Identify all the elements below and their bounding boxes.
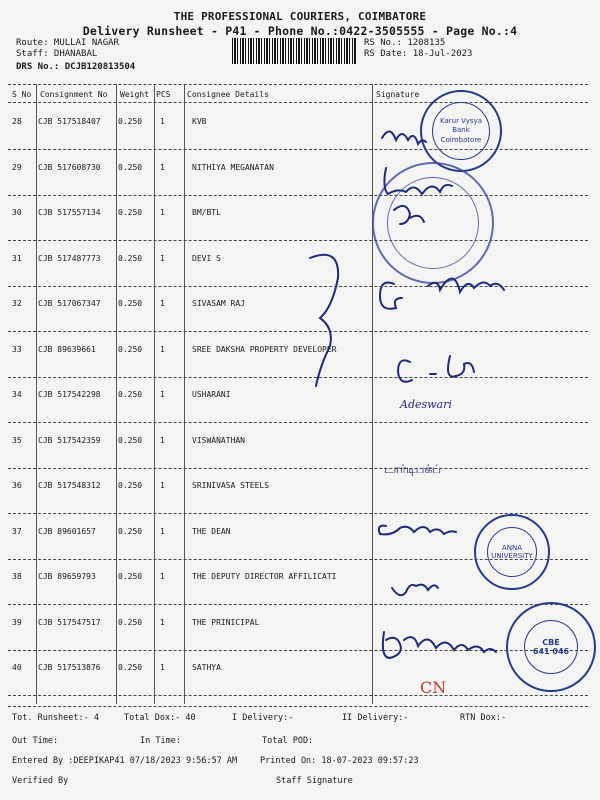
row-consignment-no: CJB 517548312 <box>38 481 101 490</box>
row-consignment-no: CJB 517518407 <box>38 117 101 126</box>
row-consignment-no: CJB 517067347 <box>38 299 101 308</box>
row-weight: 0.250 <box>118 436 143 445</box>
printed-on: Printed On: 18-07-2023 09:57:23 <box>260 756 419 766</box>
signature-row36 <box>379 526 456 535</box>
university-stamp-name: ANNA UNIVERSITY <box>491 544 533 560</box>
row-pcs: 1 <box>160 163 165 172</box>
company-title: THE PROFESSIONAL COURIERS, COIMBATORE <box>173 10 427 23</box>
tot-runsheet: Tot. Runsheet:- 4 <box>12 713 99 723</box>
rs-number: RS No.: 1208135 <box>364 38 446 48</box>
row-sno: 33 <box>12 345 22 354</box>
row-weight: 0.250 <box>118 208 143 217</box>
staff-signature-label: Staff Signature <box>276 776 353 786</box>
row-consignment-no: CJB 89659793 <box>38 572 96 581</box>
total-pod: Total POD: <box>262 736 314 746</box>
row-pcs: 1 <box>160 572 165 581</box>
row-weight: 0.250 <box>118 345 143 354</box>
rtn-dox: RTN Dox:- <box>460 713 507 723</box>
row-consignment-no: CJB 517542359 <box>38 436 101 445</box>
col-sno-header: S No <box>12 90 32 99</box>
row-consignee: DEVI S <box>192 254 221 263</box>
row-consignee: VISWANATHAN <box>192 436 245 445</box>
row-consignment-no: CJB 517542298 <box>38 390 101 399</box>
row-sno: 34 <box>12 390 22 399</box>
row-consignee: NITHIYA MEGANATAN <box>192 163 274 172</box>
barcode <box>232 38 356 64</box>
row-pcs: 1 <box>160 208 165 217</box>
row-pcs: 1 <box>160 254 165 263</box>
row-consignee: THE PRINICIPAL <box>192 618 260 627</box>
row-pcs: 1 <box>160 527 165 536</box>
row-pcs: 1 <box>160 390 165 399</box>
i-delivery: I Delivery:- <box>232 713 294 723</box>
runsheet-subtitle: Delivery Runsheet - P41 - Phone No.:0422-3505555 - Page No.:4 <box>82 24 518 38</box>
row-sno: 37 <box>12 527 22 536</box>
row-consignee: BM/BTL <box>192 208 221 217</box>
header-top-rule <box>8 84 588 85</box>
row-weight: 0.250 <box>118 163 143 172</box>
signature-row38 <box>392 585 438 596</box>
staff-label: Staff: DHANABAL <box>16 49 98 59</box>
row-pcs: 1 <box>160 345 165 354</box>
row-consignee: USHARANI <box>192 390 231 399</box>
total-dox: Total Dox:- 40 <box>124 713 196 723</box>
row-pcs: 1 <box>160 436 165 445</box>
row-consignee: SATHYA <box>192 663 221 672</box>
row-consignee: SRINIVASA STEELS <box>192 481 270 490</box>
entered-by: Entered By :DEEPIKAP41 07/18/2023 9:56:57 AM <box>12 756 238 766</box>
row-weight: 0.250 <box>118 117 143 126</box>
col-pcs-header: PCS <box>156 90 171 99</box>
row-weight: 0.250 <box>118 390 143 399</box>
signature-row30 <box>394 206 424 224</box>
signature-row33 <box>398 356 474 382</box>
route-label: Route: MULLAI NAGAR <box>16 38 119 48</box>
verified-by: Verified By <box>12 776 69 786</box>
row-sno: 38 <box>12 572 22 581</box>
in-time: In Time: <box>140 736 181 746</box>
row-sno: 30 <box>12 208 22 217</box>
out-time: Out Time: <box>12 736 59 746</box>
row-consignment-no: CJB 517547517 <box>38 618 101 627</box>
row-consignment-no: CJB 89639661 <box>38 345 96 354</box>
post-office-stamp-pin: 641 046 <box>532 647 570 656</box>
row-pcs: 1 <box>160 299 165 308</box>
signature-row28 <box>382 131 426 144</box>
signature-row32 <box>380 278 504 308</box>
ii-delivery: II Delivery:- <box>342 713 409 723</box>
signature-row31 <box>310 255 338 386</box>
row-consignee: KVB <box>192 117 207 126</box>
bank-stamp-name: Karur Vysya Bank <box>440 117 482 135</box>
row-consignment-no: CJB 89601657 <box>38 527 96 536</box>
bank-stamp-branch: Coimbatore <box>440 135 482 144</box>
col-details-header: Consignee Details <box>187 90 269 99</box>
row-consignment-no: CJB 517557134 <box>38 208 101 217</box>
row-weight: 0.250 <box>118 481 143 490</box>
row-sno: 32 <box>12 299 22 308</box>
row-consignee: THE DEPUTY DIRECTOR AFFILICATI <box>192 572 337 581</box>
signature-row39 <box>383 632 496 658</box>
signature-row35-text: டார்டிபக்ப் <box>384 462 442 476</box>
signature-row40-text: CN <box>420 678 447 697</box>
row-pcs: 1 <box>160 618 165 627</box>
row-consignment-no: CJB 517513876 <box>38 663 101 672</box>
row-consignee: SREE DAKSHA PROPERTY DEVELOPER <box>192 345 337 354</box>
row-sno: 35 <box>12 436 22 445</box>
row-weight: 0.250 <box>118 299 143 308</box>
row-weight: 0.250 <box>118 527 143 536</box>
row-consignment-no: CJB 517487773 <box>38 254 101 263</box>
col-weight-header: Weight <box>120 90 149 99</box>
col-consignment-header: Consignment No <box>40 90 108 99</box>
row-weight: 0.250 <box>118 618 143 627</box>
row-pcs: 1 <box>160 117 165 126</box>
row-sno: 39 <box>12 618 22 627</box>
post-office-stamp-city: CBE <box>542 638 560 647</box>
row-pcs: 1 <box>160 481 165 490</box>
row-sno: 40 <box>12 663 22 672</box>
row-consignment-no: CJB 517608730 <box>38 163 101 172</box>
row-sno: 29 <box>12 163 22 172</box>
row-pcs: 1 <box>160 663 165 672</box>
row-sno: 36 <box>12 481 22 490</box>
header-bottom-rule <box>8 102 588 103</box>
row-consignee: THE DEAN <box>192 527 231 536</box>
row-consignee: SIVASAM RAJ <box>192 299 245 308</box>
drs-number: DRS No.: DCJB120813504 <box>16 62 136 72</box>
row-weight: 0.250 <box>118 572 143 581</box>
row-sno: 31 <box>12 254 22 263</box>
rs-date: RS Date: 18-Jul-2023 <box>364 49 473 59</box>
row-sno: 28 <box>12 117 22 126</box>
row-weight: 0.250 <box>118 663 143 672</box>
row-weight: 0.250 <box>118 254 143 263</box>
signature-row29 <box>384 168 452 194</box>
col-signature-header: Signature <box>376 90 420 99</box>
signature-row34-text: Adeswari <box>400 398 452 411</box>
